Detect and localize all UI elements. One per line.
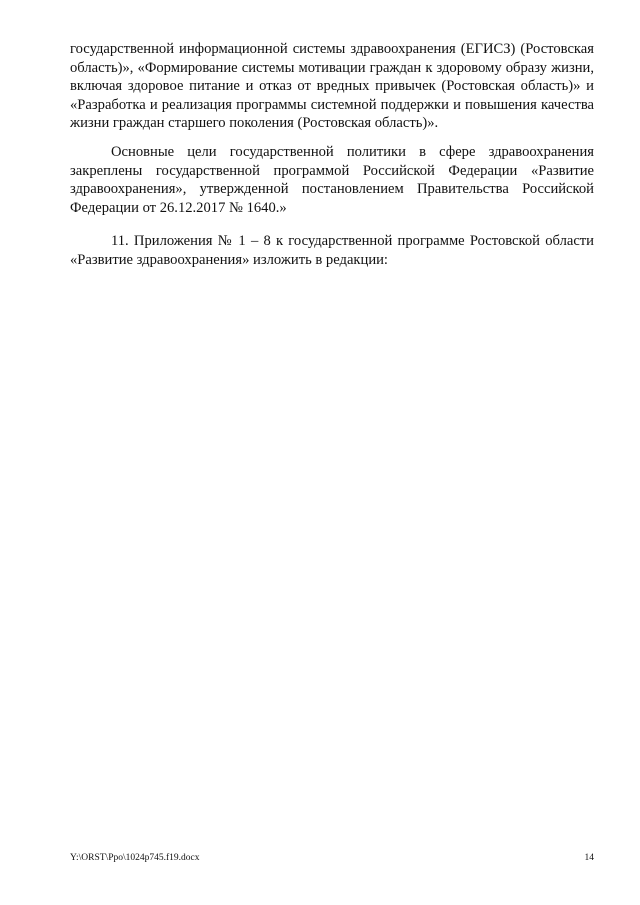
- footer-file-path: Y:\ORST\Ppo\1024p745.f19.docx: [70, 853, 200, 863]
- paragraph-item-11: [70, 232, 594, 269]
- paragraph-text: государственной информационной системы здравоохранения (ЕГИСЗ) (Ростовская область)», «Формирование системы мотивации граждан к здоровому образу жизни, включая здоровое питание и отказ от вредных привычек (Ростовская область)» и «Разработка и реализация программы системной поддержки и повышения качества жизни граждан старшего поколения (Ростовская область)».: [70, 41, 594, 132]
- paragraph-text: Основные цели государственной политики в сфере здравоохранения закреплены государственной программой Российской Федерации «Развитие здравоохранения», утвержденной постановлением Правительства Российской Федерации от 26.12.2017 № 1640.»: [70, 144, 594, 216]
- paragraph-policy-goals: [70, 143, 594, 217]
- paragraph-text: 11. Приложения № 1 – 8 к государственной программе Ростовской области «Развитие здравоохранения» изложить в редакции:: [70, 233, 594, 268]
- footer-page-number: 14: [584, 853, 594, 863]
- paragraph-continuation: [70, 40, 594, 133]
